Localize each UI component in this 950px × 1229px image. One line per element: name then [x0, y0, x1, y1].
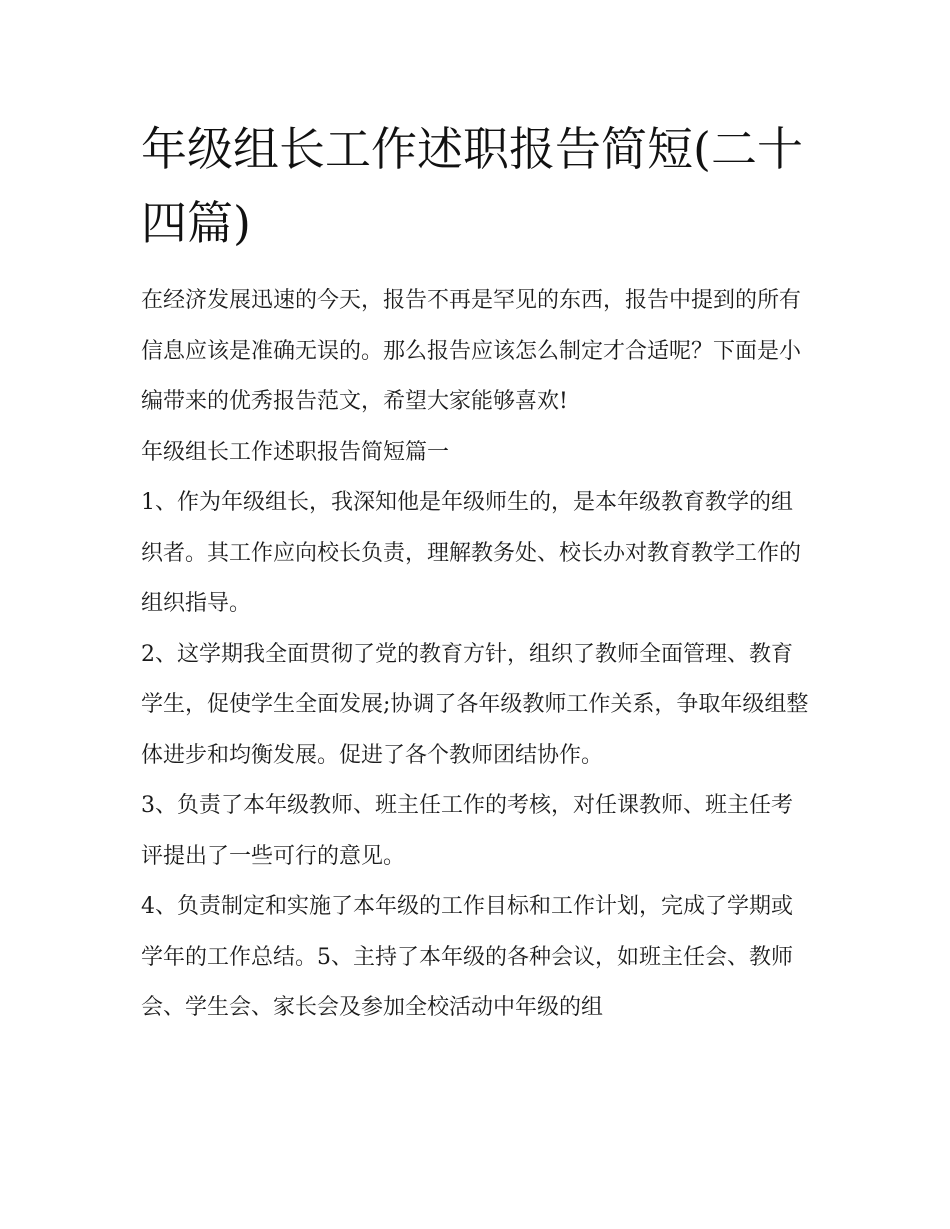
list-item-3: 3、负责了本年级教师、班主任工作的考核，对任课教师、班主任考评提出了一些可行的意见。	[141, 793, 793, 869]
list-item-1: 1、作为年级组长，我深知他是年级师生的，是本年级教育教学的组织者。其工作应向校长负责，理解教务处、校长办对教育教学工作的组织指导。	[141, 490, 802, 616]
document-content	[141, 112, 813, 1034]
list-item-2: 2、这学期我全面贯彻了党的教育方针，组织了教师全面管理、教育学生，促使学生全面发展;协调了各年级教师工作关系，争取年级组整体进步和均衡发展。促进了各个教师团结协作。	[141, 641, 809, 768]
document-title: 年级组长工作述职报告简短(二十四篇)	[141, 122, 803, 250]
section-heading: 年级组长工作述职报告简短篇一	[141, 439, 450, 465]
list-item-4: 4、负责制定和实施了本年级的工作目标和工作计划，完成了学期或学年的工作总结。5、主持了本年级的各种会议，如班主任会、教师会、学生会、家长会及参加全校活动中年级的组	[141, 894, 793, 1020]
intro-paragraph: 在经济发展迅速的今天，报告不再是罕见的东西，报告中提到的所有信息应该是准确无误的。那么报告应该怎么制定才合适呢？下面是小编带来的优秀报告范文，希望大家能够喜欢!	[141, 288, 802, 414]
document-body	[141, 276, 813, 1034]
